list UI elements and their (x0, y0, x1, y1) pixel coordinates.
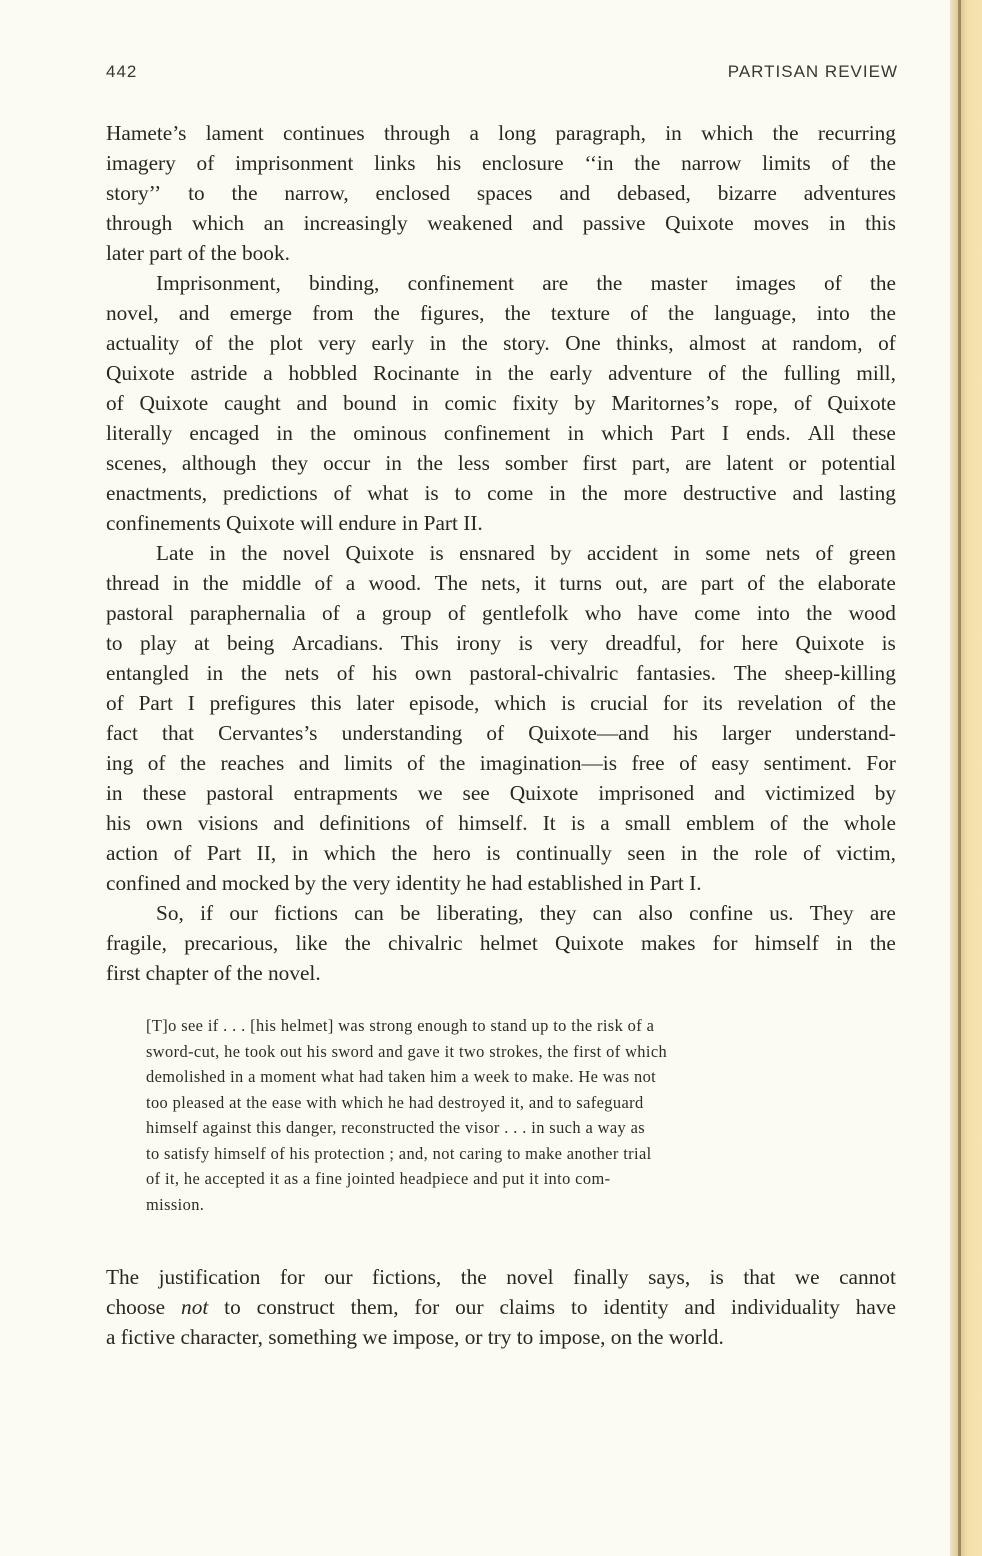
text-line: Late in the novel Quixote is ensnared by accident in some nets of green (156, 541, 896, 565)
running-header (106, 62, 898, 86)
emphasis: not (181, 1295, 209, 1319)
text-line: scenes, although they occur in the less somber first part, are latent or potential (106, 451, 896, 475)
text-line: to play at being Arcadians. This irony is very dreadful, for here Quixote is (106, 631, 896, 655)
block-quote (146, 1013, 838, 1217)
text-line: entangled in the nets of his own pastoral-chivalric fantasies. The sheep-killing (106, 661, 896, 685)
quote-line: too pleased at the ease with which he had destroyed it, and to safeguard (146, 1092, 644, 1112)
text-line: So, if our fictions can be liberating, they can also confine us. They are (156, 901, 896, 925)
body-text (106, 118, 896, 988)
text-line: first chapter of the novel. (106, 961, 321, 985)
quote-line: demolished in a moment what had taken him a week to make. He was not (146, 1067, 657, 1086)
text-line: fact that Cervantes’s understanding of Quixote—and his larger understand- (106, 721, 896, 745)
text-line: imagery of imprisonment links his enclosure ‘‘in the narrow limits of the (106, 151, 896, 175)
page-edge (950, 0, 982, 1556)
text-line: through which an increasingly weakened and passive Quixote moves in this (106, 211, 896, 235)
text-line: literally encaged in the ominous confinement in which Part I ends. All these (106, 421, 896, 445)
page-number: 442 (106, 62, 138, 81)
text-line: of Part I prefigures this later episode, which is crucial for its revelation of the (106, 691, 896, 715)
text-line: choose not to construct them, for our claims to identity and individuality have (106, 1295, 896, 1319)
text-line: The justification for our fictions, the novel finally says, is that we cannot (106, 1265, 896, 1289)
quote-line: himself against this danger, reconstructed the visor . . . in such a way as (146, 1118, 646, 1137)
text-line: a fictive character, something we impose, or try to impose, on the world. (106, 1325, 724, 1349)
closing-paragraph (106, 1262, 896, 1352)
text-line: actuality of the plot very early in the story. One thinks, almost at random, of (106, 331, 896, 355)
text-line: ing of the reaches and limits of the imagination—is free of easy sentiment. For (106, 751, 896, 775)
text-line: Hamete’s lament continues through a long paragraph, in which the recurring (106, 121, 896, 145)
text-line: Imprisonment, binding, confinement are the master images of the (156, 271, 896, 295)
text-line: enactments, predictions of what is to come in the more destructive and lasting (106, 481, 896, 505)
text-line: action of Part II, in which the hero is continually seen in the role of victim, (106, 841, 896, 865)
text-line: Quixote astride a hobbled Rocinante in the early adventure of the fulling mill, (106, 361, 896, 385)
text-line: of Quixote caught and bound in comic fixity by Maritornes’s rope, of Quixote (106, 391, 896, 415)
quote-line: sword-cut, he took out his sword and gave it two strokes, the first of which (146, 1041, 668, 1061)
text-line: his own visions and definitions of himself. It is a small emblem of the whole (106, 811, 896, 835)
text-line: in these pastoral entrapments we see Quixote imprisoned and victimized by (106, 781, 896, 805)
text-line: story’’ to the narrow, enclosed spaces and debased, bizarre adventures (106, 181, 896, 205)
text-line: later part of the book. (106, 241, 290, 265)
page-fold-line (958, 0, 961, 1556)
text-line: novel, and emerge from the figures, the texture of the language, into the (106, 301, 896, 325)
text-line: thread in the middle of a wood. The nets, it turns out, are part of the elaborate (106, 571, 896, 595)
journal-title: PARTISAN REVIEW (727, 62, 898, 81)
quote-line: [T]o see if . . . [his helmet] was strong enough to stand up to the risk of a (146, 1016, 655, 1035)
text-line: confinements Quixote will endure in Part II. (106, 511, 483, 535)
text-line: confined and mocked by the very identity he had established in Part I. (106, 871, 702, 895)
quote-line: mission. (146, 1194, 205, 1214)
quote-line: to satisfy himself of his protection ; and, not caring to make another trial (146, 1143, 652, 1163)
text-line: fragile, precarious, like the chivalric helmet Quixote makes for himself in the (106, 931, 896, 955)
text-line: pastoral paraphernalia of a group of gentlefolk who have come into the wood (106, 601, 896, 625)
quote-line: of it, he accepted it as a fine jointed headpiece and put it into com- (146, 1169, 611, 1188)
